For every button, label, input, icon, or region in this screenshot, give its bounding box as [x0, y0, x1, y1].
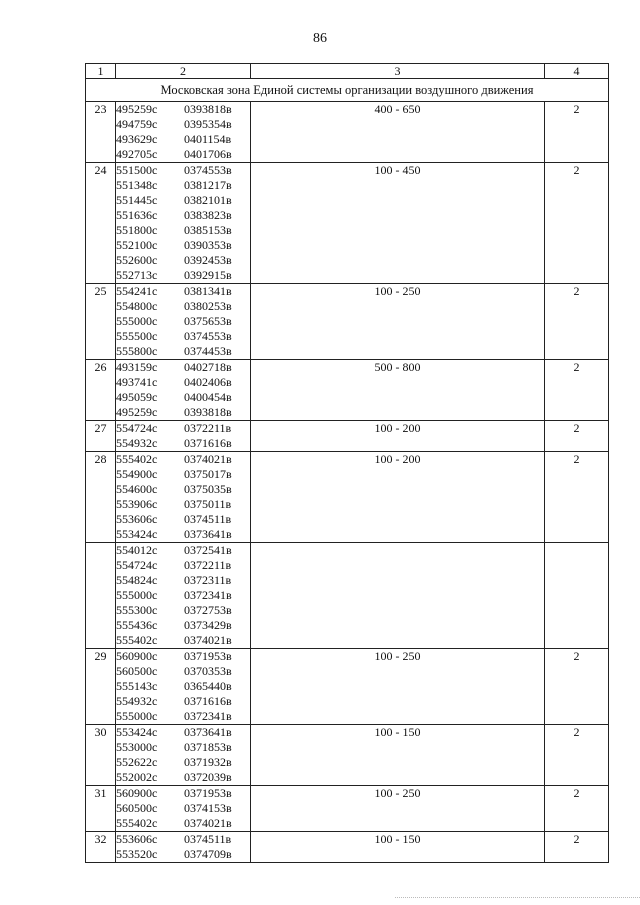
- altitude-range: 100 - 200: [251, 452, 545, 543]
- longitude: 0381341в: [184, 284, 232, 298]
- latitude: 553906с: [116, 497, 158, 511]
- latitude: 555000с: [116, 588, 158, 602]
- coordinate-pair: [116, 527, 250, 542]
- latitude: 554600с: [116, 482, 158, 496]
- latitude: 555143с: [116, 679, 158, 693]
- coordinate-pair: [116, 832, 250, 847]
- longitude: 0383823в: [184, 208, 232, 222]
- coordinate-pair: [116, 163, 250, 178]
- latitude: 560500с: [116, 664, 158, 678]
- row-number: 28: [86, 452, 116, 543]
- coordinate-pair: [116, 360, 250, 375]
- table-row: [86, 421, 609, 452]
- coordinate-pair: [116, 208, 250, 223]
- longitude: 0372211в: [184, 421, 232, 435]
- coordinate-pair: [116, 193, 250, 208]
- longitude: 0374709в: [184, 847, 232, 861]
- longitude: 0374553в: [184, 163, 232, 177]
- longitude: 0372341в: [184, 709, 232, 723]
- row-number: 27: [86, 421, 116, 452]
- coordinates-cell: [116, 832, 251, 863]
- longitude: 0370353в: [184, 664, 232, 678]
- latitude: 552713с: [116, 268, 158, 282]
- longitude: 0372039в: [184, 770, 232, 784]
- coordinate-pair: [116, 238, 250, 253]
- coordinate-pair: [116, 573, 250, 588]
- table-row: [86, 725, 609, 786]
- coordinate-pair: [116, 390, 250, 405]
- coordinate-pair: [116, 679, 250, 694]
- latitude: 551445с: [116, 193, 158, 207]
- latitude: 552002с: [116, 770, 158, 784]
- latitude: 560500с: [116, 801, 158, 815]
- coordinate-pair: [116, 284, 250, 299]
- airspace-table: [85, 63, 609, 863]
- longitude: 0402406в: [184, 375, 232, 389]
- latitude: 554824с: [116, 573, 158, 587]
- longitude: 0371953в: [184, 649, 232, 663]
- latitude: 555000с: [116, 314, 158, 328]
- latitude: 553520с: [116, 847, 158, 861]
- coordinate-pair: [116, 482, 250, 497]
- class-value: 2: [545, 163, 609, 284]
- column-header-2: 2: [116, 64, 251, 79]
- altitude-range: 100 - 450: [251, 163, 545, 284]
- coordinate-pair: [116, 816, 250, 831]
- longitude: 0365440в: [184, 679, 232, 693]
- class-value: 2: [545, 360, 609, 421]
- coordinate-pair: [116, 543, 250, 558]
- zone-title: Московская зона Единой системы организации воздушного движения: [86, 79, 609, 102]
- coordinate-pair: [116, 314, 250, 329]
- latitude: 495259с: [116, 405, 158, 419]
- class-value: 2: [545, 421, 609, 452]
- latitude: 551348с: [116, 178, 158, 192]
- coordinates-cell: [116, 284, 251, 360]
- coordinates-cell: [116, 725, 251, 786]
- table-row: [86, 163, 609, 284]
- coordinate-pair: [116, 102, 250, 117]
- longitude: 0375653в: [184, 314, 232, 328]
- coordinates-cell: [116, 786, 251, 832]
- coordinate-pair: [116, 405, 250, 420]
- latitude: 555800с: [116, 344, 158, 358]
- latitude: 551800с: [116, 223, 158, 237]
- coordinate-pair: [116, 740, 250, 755]
- longitude: 0374511в: [184, 512, 232, 526]
- table-row: [86, 452, 609, 543]
- coordinates-cell: [116, 360, 251, 421]
- longitude: 0401154в: [184, 132, 232, 146]
- class-value: 2: [545, 102, 609, 163]
- coordinate-pair: [116, 223, 250, 238]
- longitude: 0395354в: [184, 117, 232, 131]
- coordinate-pair: [116, 709, 250, 724]
- latitude: 492705с: [116, 147, 158, 161]
- column-header-row: [86, 64, 609, 79]
- longitude: 0393818в: [184, 405, 232, 419]
- zone-title-row: [86, 79, 609, 102]
- latitude: 495259с: [116, 102, 158, 116]
- longitude: 0374153в: [184, 801, 232, 815]
- table-row: [86, 649, 609, 725]
- coordinate-pair: [116, 253, 250, 268]
- longitude: 0392915в: [184, 268, 232, 282]
- longitude: 0374021в: [184, 816, 232, 830]
- table-row: [86, 360, 609, 421]
- altitude-range: 500 - 800: [251, 360, 545, 421]
- altitude-range: 100 - 250: [251, 786, 545, 832]
- coordinate-pair: [116, 755, 250, 770]
- longitude: 0373429в: [184, 618, 232, 632]
- class-value: 2: [545, 786, 609, 832]
- latitude: 555300с: [116, 603, 158, 617]
- coordinate-pair: [116, 603, 250, 618]
- longitude: 0400454в: [184, 390, 232, 404]
- coordinate-pair: [116, 694, 250, 709]
- class-value: 2: [545, 649, 609, 725]
- coordinates-cell: [116, 102, 251, 163]
- row-number: 31: [86, 786, 116, 832]
- latitude: 555000с: [116, 709, 158, 723]
- latitude: 494759с: [116, 117, 158, 131]
- longitude: 0371953в: [184, 786, 232, 800]
- table-row: [86, 832, 609, 863]
- class-value: 2: [545, 452, 609, 543]
- longitude: 0371616в: [184, 694, 232, 708]
- table-row: [86, 786, 609, 832]
- longitude: 0390353в: [184, 238, 232, 252]
- longitude: 0372753в: [184, 603, 232, 617]
- coordinate-pair: [116, 117, 250, 132]
- row-number: 32: [86, 832, 116, 863]
- coordinate-pair: [116, 664, 250, 679]
- coordinate-pair: [116, 421, 250, 436]
- longitude: 0374553в: [184, 329, 232, 343]
- longitude: 0371853в: [184, 740, 232, 754]
- coordinate-pair: [116, 299, 250, 314]
- latitude: 555402с: [116, 816, 158, 830]
- column-header-1: 1: [86, 64, 116, 79]
- longitude: 0371932в: [184, 755, 232, 769]
- column-header-3: 3: [251, 64, 545, 79]
- coordinate-pair: [116, 786, 250, 801]
- latitude: 493629с: [116, 132, 158, 146]
- latitude: 554012с: [116, 543, 158, 557]
- latitude: 551636с: [116, 208, 158, 222]
- altitude-range: 100 - 250: [251, 649, 545, 725]
- coordinate-pair: [116, 375, 250, 390]
- longitude: 0372341в: [184, 588, 232, 602]
- coordinate-pair: [116, 147, 250, 162]
- row-number: 29: [86, 649, 116, 725]
- coordinate-pair: [116, 178, 250, 193]
- longitude: 0385153в: [184, 223, 232, 237]
- coordinate-pair: [116, 467, 250, 482]
- page-number: 86: [313, 31, 327, 46]
- latitude: 493159с: [116, 360, 158, 374]
- latitude: 551500с: [116, 163, 158, 177]
- altitude-range: [251, 543, 545, 649]
- latitude: 555402с: [116, 633, 158, 647]
- coordinate-pair: [116, 725, 250, 740]
- longitude: 0375017в: [184, 467, 232, 481]
- latitude: 555402с: [116, 452, 158, 466]
- longitude: 0375035в: [184, 482, 232, 496]
- longitude: 0373641в: [184, 725, 232, 739]
- coordinate-pair: [116, 558, 250, 573]
- coordinate-pair: [116, 436, 250, 451]
- longitude: 0374453в: [184, 344, 232, 358]
- longitude: 0382101в: [184, 193, 232, 207]
- coordinates-cell: [116, 543, 251, 649]
- latitude: 554800с: [116, 299, 158, 313]
- row-number: [86, 543, 116, 649]
- row-number: 25: [86, 284, 116, 360]
- latitude: 553424с: [116, 527, 158, 541]
- longitude: 0402718в: [184, 360, 232, 374]
- coordinates-cell: [116, 163, 251, 284]
- coordinates-cell: [116, 649, 251, 725]
- coordinate-pair: [116, 512, 250, 527]
- longitude: 0372541в: [184, 543, 232, 557]
- row-number: 23: [86, 102, 116, 163]
- latitude: 552622с: [116, 755, 158, 769]
- coordinate-pair: [116, 770, 250, 785]
- longitude: 0373641в: [184, 527, 232, 541]
- class-value: 2: [545, 284, 609, 360]
- latitude: 554724с: [116, 558, 158, 572]
- coordinate-pair: [116, 588, 250, 603]
- altitude-range: 100 - 200: [251, 421, 545, 452]
- coordinate-pair: [116, 344, 250, 359]
- latitude: 495059с: [116, 390, 158, 404]
- coordinate-pair: [116, 649, 250, 664]
- altitude-range: 400 - 650: [251, 102, 545, 163]
- longitude: 0381217в: [184, 178, 232, 192]
- column-header-4: 4: [545, 64, 609, 79]
- coordinate-pair: [116, 268, 250, 283]
- coordinate-pair: [116, 497, 250, 512]
- coordinate-pair: [116, 132, 250, 147]
- latitude: 553424с: [116, 725, 158, 739]
- table-row: [86, 284, 609, 360]
- latitude: 555436с: [116, 618, 158, 632]
- coordinate-pair: [116, 847, 250, 862]
- class-value: [545, 543, 609, 649]
- class-value: 2: [545, 832, 609, 863]
- longitude: 0374021в: [184, 452, 232, 466]
- latitude: 554932с: [116, 436, 158, 450]
- coordinates-cell: [116, 452, 251, 543]
- latitude: 553000с: [116, 740, 158, 754]
- latitude: 560900с: [116, 649, 158, 663]
- longitude: 0401706в: [184, 147, 232, 161]
- latitude: 554724с: [116, 421, 158, 435]
- longitude: 0374511в: [184, 832, 232, 846]
- longitude: 0380253в: [184, 299, 232, 313]
- latitude: 553606с: [116, 832, 158, 846]
- coordinate-pair: [116, 618, 250, 633]
- coordinate-pair: [116, 452, 250, 467]
- latitude: 493741с: [116, 375, 158, 389]
- row-number: 24: [86, 163, 116, 284]
- altitude-range: 100 - 150: [251, 832, 545, 863]
- latitude: 554241с: [116, 284, 158, 298]
- longitude: 0372311в: [184, 573, 232, 587]
- latitude: 552600с: [116, 253, 158, 267]
- longitude: 0374021в: [184, 633, 232, 647]
- coordinate-pair: [116, 801, 250, 816]
- row-number: 26: [86, 360, 116, 421]
- latitude: 554900с: [116, 467, 158, 481]
- longitude: 0392453в: [184, 253, 232, 267]
- latitude: 552100с: [116, 238, 158, 252]
- class-value: 2: [545, 725, 609, 786]
- altitude-range: 100 - 150: [251, 725, 545, 786]
- table-row: [86, 102, 609, 163]
- latitude: 554932с: [116, 694, 158, 708]
- longitude: 0375011в: [184, 497, 232, 511]
- table-body: [86, 79, 609, 863]
- longitude: 0393818в: [184, 102, 232, 116]
- row-number: 30: [86, 725, 116, 786]
- latitude: 555500с: [116, 329, 158, 343]
- altitude-range: 100 - 250: [251, 284, 545, 360]
- table-row: [86, 543, 609, 649]
- latitude: 553606с: [116, 512, 158, 526]
- footer-dotted-line: [395, 897, 640, 899]
- coordinate-pair: [116, 329, 250, 344]
- longitude: 0371616в: [184, 436, 232, 450]
- latitude: 560900с: [116, 786, 158, 800]
- longitude: 0372211в: [184, 558, 232, 572]
- coordinate-pair: [116, 633, 250, 648]
- coordinates-cell: [116, 421, 251, 452]
